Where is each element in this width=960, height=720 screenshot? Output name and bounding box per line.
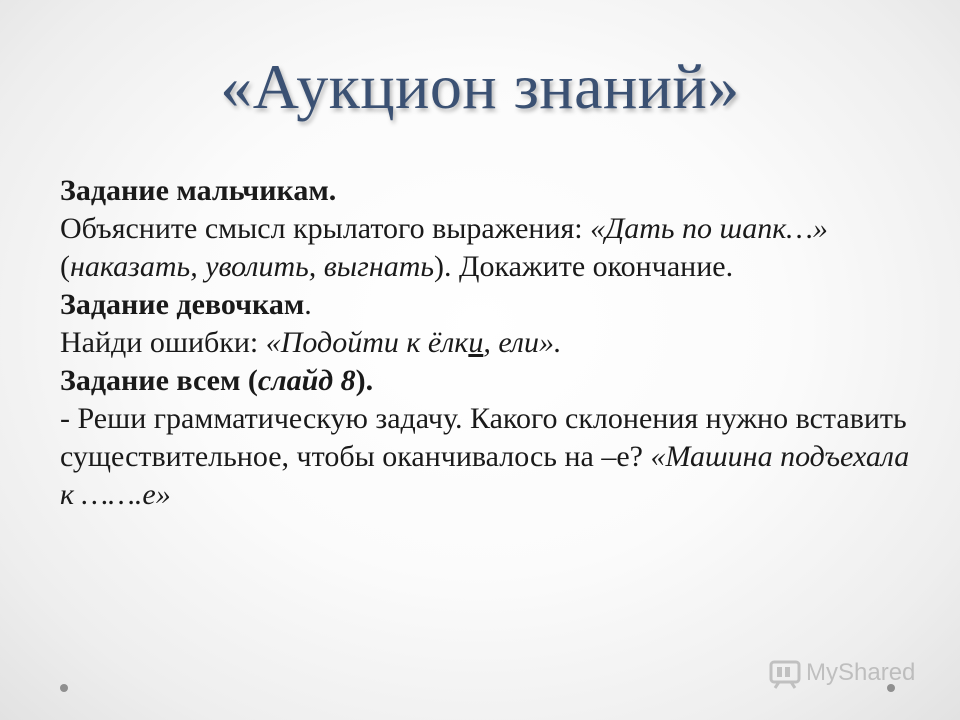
all-task	[60, 362, 920, 514]
all-task-heading	[60, 364, 373, 397]
slide-body	[60, 172, 920, 514]
myshared-logo-icon	[768, 656, 802, 690]
watermark-text: MyShared	[806, 659, 916, 686]
all-task-heading-part-2: ).	[355, 364, 374, 397]
slide-title: «Аукцион знаний»	[220, 51, 740, 122]
all-task-slide-ref: слайд 8	[257, 364, 356, 397]
girls-task-text: Найди ошибки:	[60, 326, 266, 359]
girls-task-heading: Задание девочкам	[60, 288, 305, 321]
boys-task-hint: наказать, уволить, выгнать	[70, 250, 435, 283]
boys-task	[60, 172, 920, 286]
myshared-watermark	[768, 656, 915, 690]
boys-task-quote: «Дать по шапк…»	[590, 212, 828, 245]
girls-task-quote	[266, 326, 562, 359]
boys-task-text-3: ). Докажите окончание.	[434, 250, 734, 283]
all-task-quote: «Машина подъехала к …….е»	[60, 440, 910, 511]
girls-task	[60, 286, 920, 362]
boys-task-text-1: Объясните смысл крылатого выражения:	[60, 212, 591, 245]
girls-task-quote-part-2: , ели».	[483, 326, 562, 359]
all-task-text: - Реши грамматическую задачу. Какого склонения нужно вставить существительное, чтобы оканчивалось на –е?	[60, 402, 907, 473]
girls-task-quote-part-1: «Подойти к ёлк	[265, 326, 469, 359]
boys-task-heading: Задание мальчикам.	[60, 174, 337, 207]
all-task-heading-part-1: Задание всем (	[60, 364, 258, 397]
girls-task-quote-error-letter: и	[468, 326, 484, 359]
bullet-dot-left	[60, 684, 68, 692]
boys-task-text-2: (	[60, 250, 70, 283]
girls-task-heading-end: .	[304, 288, 312, 321]
